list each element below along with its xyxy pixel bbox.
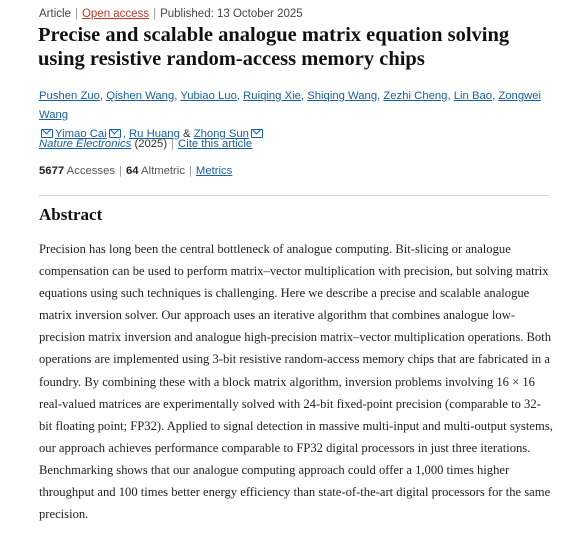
journal-info <box>39 138 252 150</box>
article-type: Article <box>39 8 71 20</box>
open-access-link[interactable]: Open access <box>81 8 150 20</box>
author-link[interactable]: Zongwei Wang <box>39 90 542 121</box>
altmetric-label: Altmetric <box>141 165 185 177</box>
altmetric-count: 64 <box>125 165 139 177</box>
author-link[interactable]: Shiqing Wang <box>307 90 378 102</box>
metrics-separator: | <box>188 165 192 177</box>
metrics-link[interactable]: Metrics <box>195 165 233 177</box>
author-link[interactable]: Zezhi Cheng <box>383 90 448 102</box>
meta-separator: | <box>74 8 78 20</box>
email-icon[interactable] <box>41 129 53 138</box>
author-list: Pushen Zuo, Qishen Wang, Yubiao Luo, Ruiqing Xie, Shiqing Wang, Zezhi Cheng, Lin Bao, Zongwei Wang Yimao Cai , Ru Huang & Zhong Sun <box>39 90 542 140</box>
journal-separator: | <box>171 138 175 150</box>
email-icon[interactable] <box>251 129 263 138</box>
metrics-separator: | <box>119 165 122 177</box>
author-link[interactable]: Ru Huang <box>128 128 180 140</box>
author-link[interactable]: Yubiao Luo <box>180 90 237 102</box>
author-link[interactable]: Qishen Wang <box>106 90 175 102</box>
author-separator: & <box>183 128 191 140</box>
cite-article-link[interactable]: Cite this article <box>178 138 253 150</box>
article-metrics <box>39 165 232 177</box>
accesses-count: 5677 <box>39 165 65 177</box>
author-link[interactable]: Yimao Cai <box>55 128 107 140</box>
journal-year: (2025) <box>134 138 168 150</box>
article-meta <box>39 8 303 20</box>
meta-separator: | <box>153 8 157 20</box>
author-link[interactable]: Pushen Zuo <box>39 90 100 102</box>
author-link[interactable]: Ruiqing Xie <box>243 90 301 102</box>
published-date: Published: 13 October 2025 <box>160 8 303 20</box>
abstract-heading: Abstract <box>39 205 103 224</box>
email-icon[interactable] <box>109 129 121 138</box>
article-title: Precise and scalable analogue matrix equation solving using resistive random-access memory chips <box>38 24 510 70</box>
author-link[interactable]: Zhong Sun <box>193 128 249 140</box>
abstract-text: Precision has long been the central bottleneck of analogue computing. Bit-slicing or analogue compensation can be used to perform matrix–vector multiplication with precision, but solving matrix equations using such techniques is challenging. Here we describe a precise and scalable analogue matrix inversion solver. Our approach uses an iterative algorithm that combines analogue low-precision matrix inversion and analogue high-precision matrix–vector multiplication operations. Both operations are implemented using 3-bit resistive random-access memory chips that are fabricated in a foundry. By combining these with a block matrix algorithm, inversion problems involving 16 × 16 real-valued matrices are experimentally solved with 24-bit fixed-point precision (comparable to 32-bit floating point; FP32). Applied to signal detection in massive multi-input and multi-output systems, our approach achieves performance comparable to FP32 digital processors in just three iterations. Benchmarking shows that our analogue computing approach could offer a 1,000 times higher throughput and 100 times better energy efficiency than state-of-the-art digital processors for the same precision. <box>39 242 553 522</box>
accesses-label: Accesses <box>66 165 115 177</box>
author-link[interactable]: Lin Bao <box>453 90 493 102</box>
journal-name-link[interactable]: Nature Electronics <box>39 138 132 150</box>
section-divider <box>39 195 549 196</box>
